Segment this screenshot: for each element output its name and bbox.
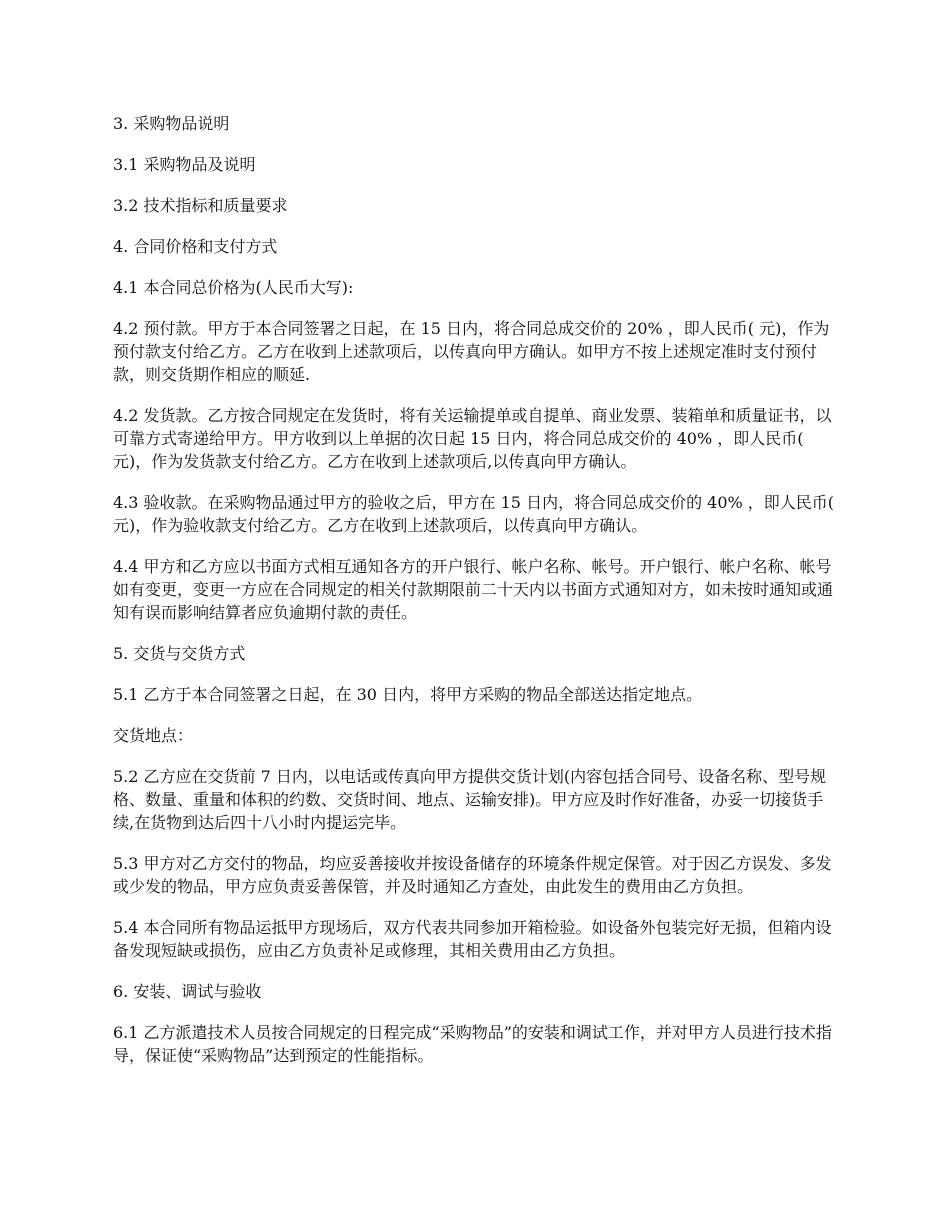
delivery-location: 交货地点：	[113, 726, 194, 745]
section-heading-6: 6. 安装、调试与验收	[113, 982, 262, 1001]
clause-5-3: 5.3 甲方对乙方交付的物品，均应妥善接收并按设备储存的环境条件规定保管。对于因乙方误发、多发或少发的物品，甲方应负责妥善保管，并及时通知乙方查处，由此发生的费用由乙方负担。	[113, 854, 832, 896]
section-heading-4: 4. 合同价格和支付方式	[113, 237, 278, 256]
section-heading-3: 3. 采购物品说明	[113, 114, 230, 133]
document-body	[113, 112, 843, 1085]
clause-5-1: 5.1 乙方于本合同签署之日起，在 30 日内，将甲方采购的物品全部送达指定地点。	[113, 685, 703, 704]
clause-4-2-prepayment: 4.2 预付款。甲方于本合同签署之日起，在 15 日内，将合同总成交价的 20% ，即人民币( 元)，作为预付款支付给乙方。乙方在收到上述款项后，以传真向甲方确认。如甲方不按上述规定准时支付预付款，则交货期作相应的顺延.	[113, 319, 830, 384]
clause-3-1: 3.1 采购物品及说明	[113, 155, 256, 174]
clause-4-2-shipment-payment: 4.2 发货款。乙方按合同规定在发货时，将有关运输提单或自提单、商业发票、装箱单和质量证书，以可靠方式寄递给甲方。甲方收到以上单据的次日起 15 日内，将合同总成交价的 40% ，即人民币( 元)，作为发货款支付给乙方。乙方在收到上述款项后,以传真向甲方确认。	[113, 406, 832, 471]
clause-6-1: 6.1 乙方派遣技术人员按合同规定的日程完成“采购物品”的安装和调试工作，并对甲方人员进行技术指导，保证使“采购物品”达到预定的性能指标。	[113, 1023, 832, 1065]
clause-5-2: 5.2 乙方应在交货前 7 日内，以电话或传真向甲方提供交货计划(内容包括合同号、设备名称、型号规格、数量、重量和体积的约数、交货时间、地点、运输安排)。甲方应及时作好准备，办妥一切接货手续,在货物到达后四十八小时内提运完毕。	[113, 767, 827, 832]
clause-4-1: 4.1 本合同总价格为(人民币大写):	[113, 278, 354, 297]
clause-4-3: 4.3 验收款。在采购物品通过甲方的验收之后，甲方在 15 日内，将合同总成交价的 40% ，即人民币( 元)，作为验收款支付给乙方。乙方在收到上述款项后，以传真向甲方确认。	[113, 493, 835, 535]
section-heading-5: 5. 交货与交货方式	[113, 644, 246, 663]
clause-5-4: 5.4 本合同所有物品运抵甲方现场后，双方代表共同参加开箱检验。如设备外包装完好无损，但箱内设备发现短缺或损伤，应由乙方负责补足或修理，其相关费用由乙方负担。	[113, 918, 832, 960]
clause-3-2: 3.2 技术指标和质量要求	[113, 196, 288, 215]
clause-4-4: 4.4 甲方和乙方应以书面方式相互通知各方的开户银行、帐户名称、帐号。开户银行、帐户名称、帐号如有变更，变更一方应在合同规定的相关付款期限前二十天内以书面方式通知对方，如未按时通知或通知有误而影响结算者应负逾期付款的责任。	[113, 557, 834, 622]
